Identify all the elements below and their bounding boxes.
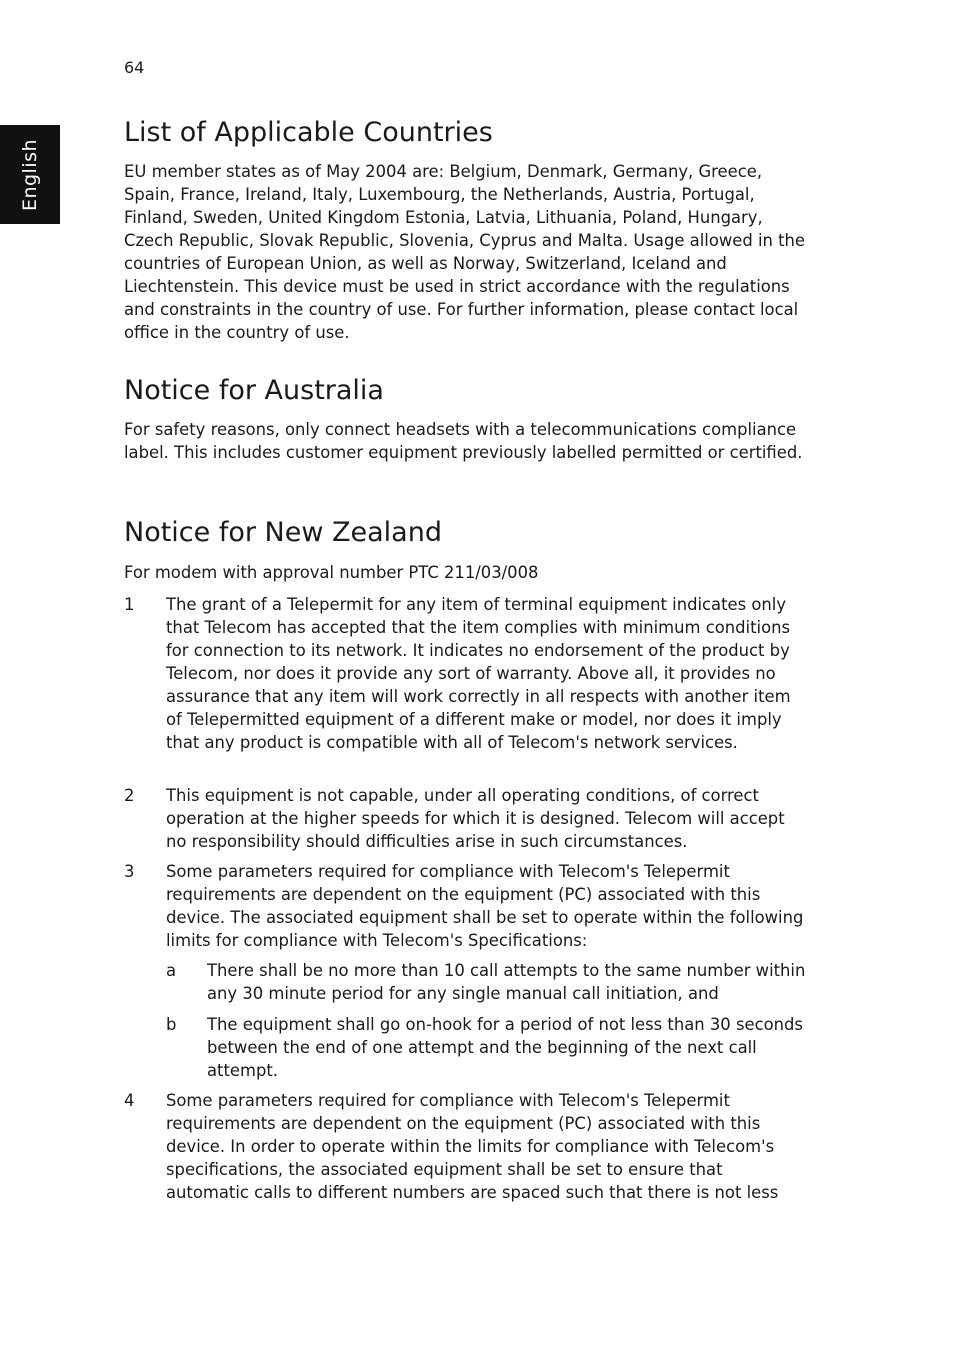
list-item-text: Some parameters required for compliance with Telecom's Telepermit requirements are dependent on the equipment (PC) associated with this device. In order to operate within the limits for compliance with Telecom's specifications, the associated equipment shall be set to ensure that automatic calls to different numbers are spaced such that there is not less — [166, 1091, 779, 1202]
list-item-text: Some parameters required for compliance with Telecom's Telepermit requirements are dependent on the equipment (PC) associated with this device. The associated equipment shall be set to operate within the following limits for compliance with Telecom's Specifications: — [166, 862, 804, 950]
heading-notice-new-zealand: Notice for New Zealand — [124, 517, 442, 548]
language-tab-label: English — [19, 138, 41, 211]
heading-notice-australia: Notice for Australia — [124, 375, 384, 406]
language-tab — [0, 125, 60, 224]
list-item-number: 4 — [124, 1091, 135, 1110]
list-item-text: This equipment is not capable, under all operating conditions, of correct operation at the higher speeds for which it is designed. Telecom will accept no responsibility should difficulties arise in such circumstances. — [166, 786, 785, 851]
page-number: 64 — [124, 58, 145, 77]
list-item-number: 3 — [124, 862, 135, 881]
sub-list-item-letter: a — [166, 961, 177, 980]
sub-list-item-letter: b — [166, 1015, 177, 1034]
new-zealand-intro: For modem with approval number PTC 211/03/008 — [124, 563, 539, 582]
sub-list-item-text: There shall be no more than 10 call attempts to the same number within any 30 minute period for any single manual call initiation, and — [207, 961, 806, 1003]
australia-paragraph: For safety reasons, only connect headsets with a telecommunications compliance label. This includes customer equipment previously labelled permitted or certified. — [124, 420, 803, 462]
countries-paragraph: EU member states as of May 2004 are: Belgium, Denmark, Germany, Greece, Spain, France, Ireland, Italy, Luxembourg, the Netherlands, Austria, Portugal, Finland, Sweden, United Kingdom Estonia, Latvia, Lithuania, Poland, Hungary, Czech Republic, Slovak Republic, Slovenia, Cyprus and Malta. Usage allowed in the countries of European Union, as well as Norway, Switzerland, Iceland and Liechtenstein. This device must be used in strict accordance with the regulations and constraints in the country of use. For further information, please contact local office in the country of use. — [124, 162, 806, 342]
list-item-text: The grant of a Telepermit for any item of terminal equipment indicates only that Telecom has accepted that the item complies with minimum conditions for connection to its network. It indicates no endorsement of the product by Telecom, nor does it provide any sort of warranty. Above all, it provides no assurance that any item will work correctly in all respects with another item of Telepermitted equipment of a different make or model, nor does it imply that any product is compatible with all of Telecom's network services. — [166, 595, 791, 752]
list-item-number: 1 — [124, 595, 135, 614]
list-item-number: 2 — [124, 786, 135, 805]
sub-list-item-text: The equipment shall go on-hook for a period of not less than 30 seconds between the end of one attempt and the beginning of the next call attempt. — [207, 1015, 803, 1080]
heading-applicable-countries: List of Applicable Countries — [124, 117, 493, 148]
